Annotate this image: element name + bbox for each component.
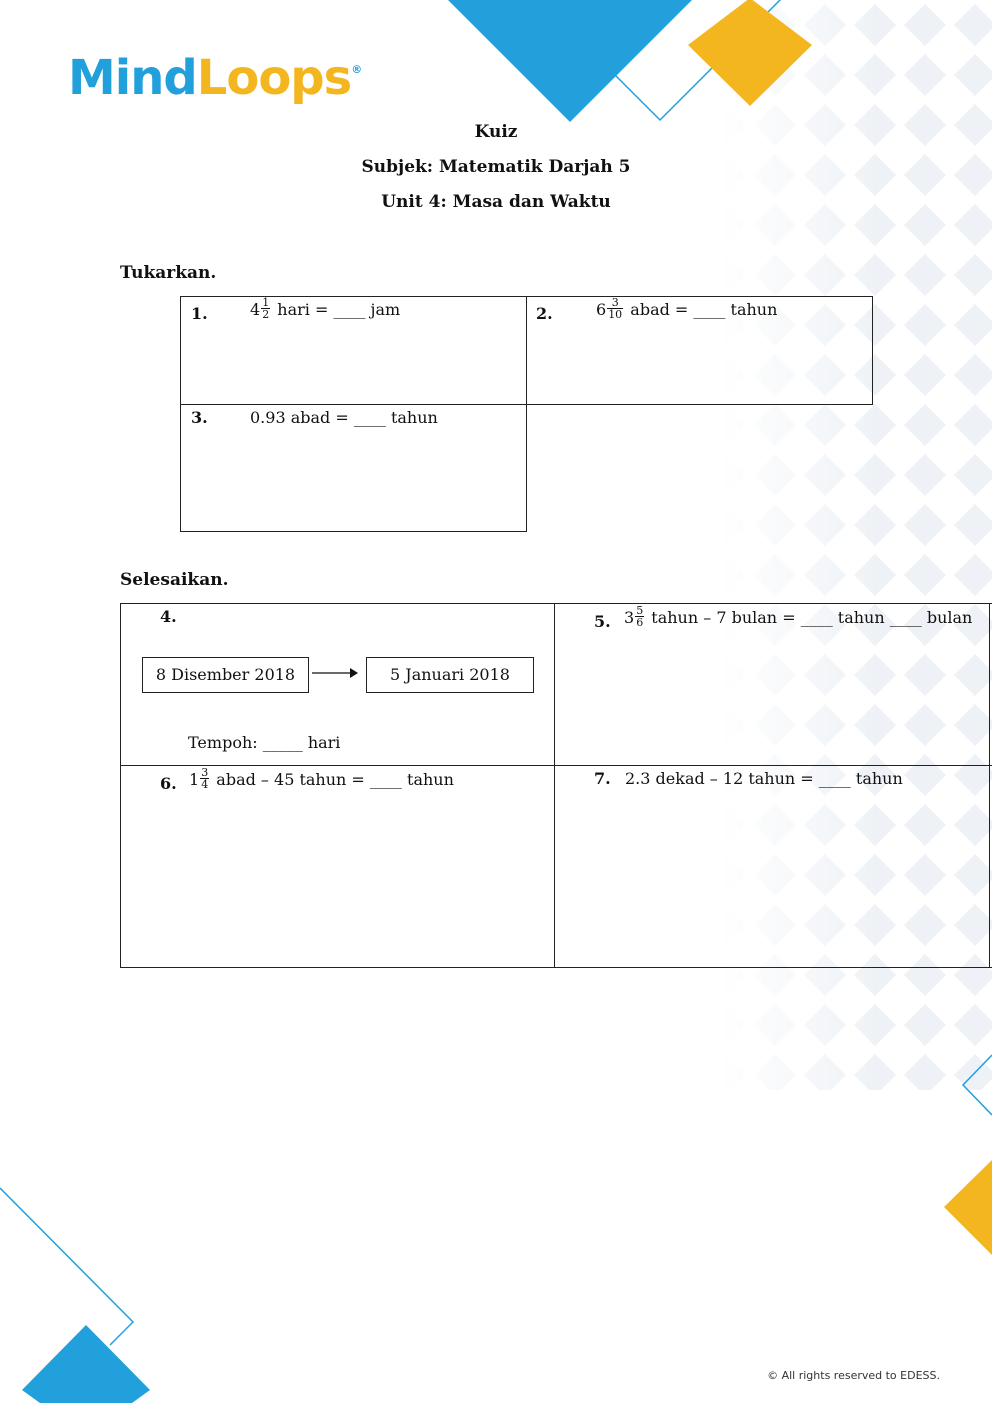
fraction: $\frac{3}{10}$ xyxy=(608,296,623,321)
question-1: 4 $\frac{1}{2}$ hari = ____ jam xyxy=(250,296,401,321)
fraction: $\frac{5}{6}$ xyxy=(636,604,644,629)
question-6: 1 $\frac{3}{4}$ abad – 45 tahun = ____ tahun xyxy=(189,766,454,791)
start-date-box: 8 Disember 2018 xyxy=(142,657,309,693)
question-number-4: 4. xyxy=(160,607,177,626)
duration-line: Tempoh: _____ hari xyxy=(188,733,341,752)
question-3: 0.93 abad = ____ tahun xyxy=(250,408,438,427)
bottom-blue-diamond xyxy=(22,1325,150,1403)
fraction: $\frac{1}{2}$ xyxy=(262,296,270,321)
section-heading-convert: Tukarkan. xyxy=(120,263,217,283)
question-2: 6 $\frac{3}{10}$ abad = ____ tahun xyxy=(596,296,778,321)
right-yellow-triangle xyxy=(944,1160,992,1255)
copyright-notice: © All rights reserved to EDESS. xyxy=(767,1369,940,1382)
question-5: 3 $\frac{5}{6}$ tahun – 7 bulan = ____ tahun ____ bulan xyxy=(624,604,973,629)
question-number-7: 7. xyxy=(594,769,611,788)
question-number-3: 3. xyxy=(191,408,208,427)
arrow-right-icon xyxy=(312,666,360,680)
section-heading-solve: Selesaikan. xyxy=(120,570,229,590)
mindloops-logo: MindLoops® xyxy=(68,50,362,106)
question-number-2: 2. xyxy=(536,304,553,323)
quiz-title: Kuiz xyxy=(474,122,518,142)
top-blue-triangle xyxy=(448,0,692,122)
fraction: $\frac{3}{4}$ xyxy=(201,766,209,791)
end-date-box: 5 Januari 2018 xyxy=(366,657,534,693)
question-number-1: 1. xyxy=(191,304,208,323)
question-number-6: 6. xyxy=(160,774,177,793)
question-number-5: 5. xyxy=(594,612,611,631)
subject-line: Subjek: Matematik Darjah 5 xyxy=(361,157,631,177)
unit-line: Unit 4: Masa dan Waktu xyxy=(381,192,611,212)
question-7: 2.3 dekad – 12 tahun = ____ tahun xyxy=(625,769,903,788)
